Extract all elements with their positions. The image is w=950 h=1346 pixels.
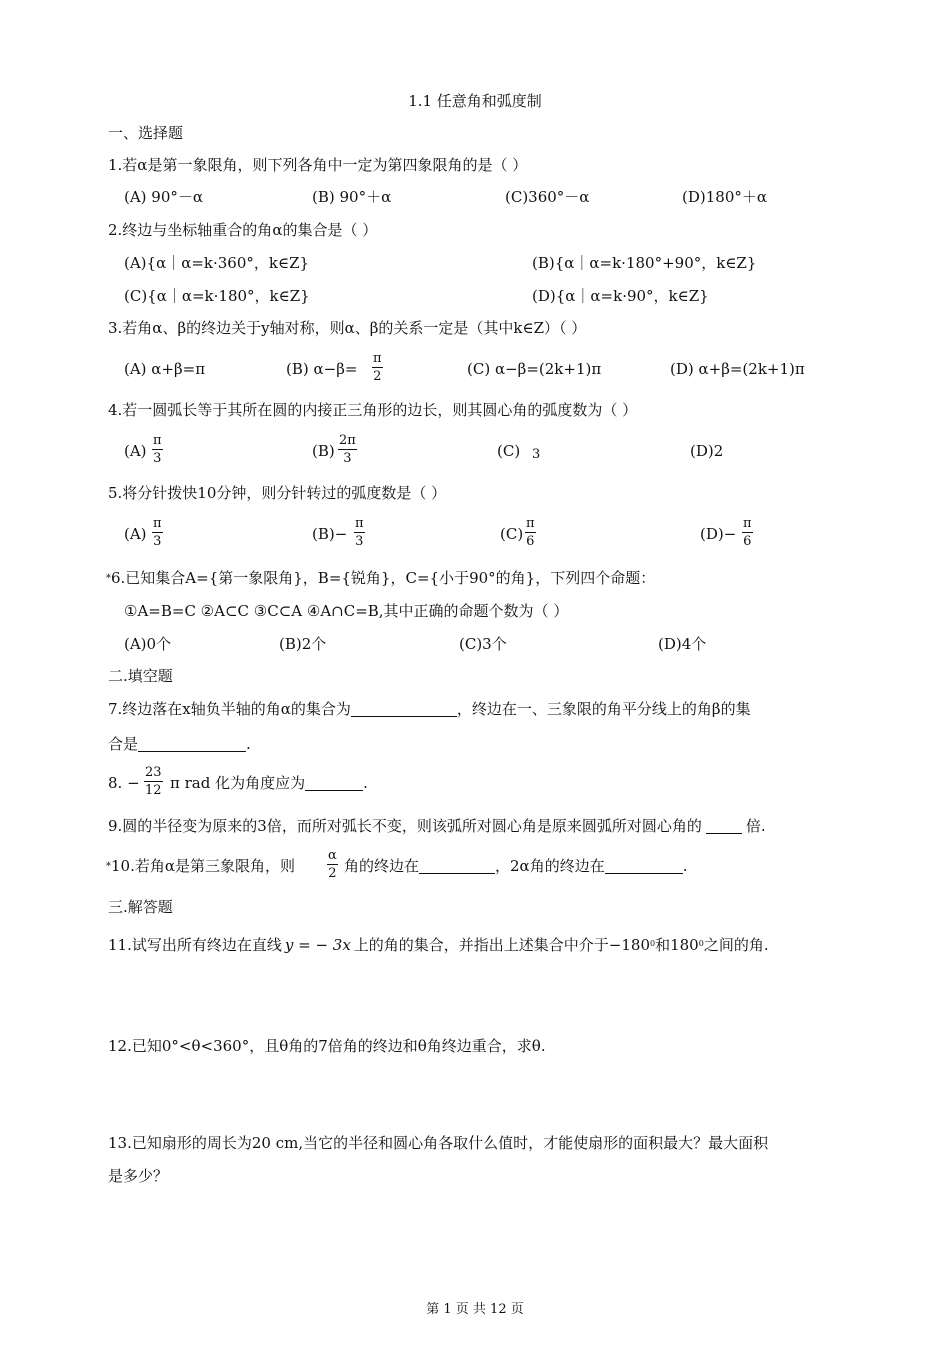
degree-mark: 0 (698, 939, 704, 948)
question-6-option-c: (C)3个 (459, 635, 507, 653)
fraction-denominator: 3 (153, 451, 162, 466)
fraction-numerator: π (153, 516, 162, 531)
question-4-stem: 4.若一圆弧长等于其所在圆的内接正三角形的边长，则其圆心角的弧度数为（ ） (108, 401, 638, 419)
fraction-denominator: 6 (526, 534, 535, 549)
fraction-numerator: π (743, 516, 752, 531)
question-5-option-c-fraction (525, 517, 536, 549)
question-3-option-c: (C) α−β=(2k+1)π (467, 360, 602, 378)
answer-blank[interactable] (706, 833, 742, 834)
question-11-equation: y = − 3x (284, 936, 351, 954)
answer-blank[interactable] (351, 716, 457, 717)
question-3-option-b-fraction (372, 352, 383, 384)
question-8-prefix: 8. − (108, 774, 140, 792)
fraction-denominator: 3 (355, 534, 364, 549)
question-5-option-a-label: (A) (124, 525, 147, 543)
fraction-numerator: π (355, 516, 364, 531)
question-7-line-2 (108, 734, 251, 754)
fraction-denominator: 3 (153, 534, 162, 549)
question-10-text-2: 角的终边在 (344, 857, 420, 875)
question-7-text-4: . (246, 735, 251, 753)
answer-blank[interactable] (605, 873, 683, 874)
fraction-numerator: π (526, 516, 535, 531)
question-13-line-2: 是多少？ (108, 1167, 169, 1185)
question-2-option-c: (C){α｜α=k·180°，k∈Z} (124, 287, 310, 305)
question-1-option-b: (B) 90°＋α (312, 188, 392, 206)
question-8-fraction (144, 766, 163, 798)
question-7-text-2: ，终边在一、三象限的角平分线上的角β的集 (456, 700, 751, 718)
question-2-stem: 2.终边与坐标轴重合的角α的集合是（ ） (108, 221, 378, 239)
question-8-text-body: π rad 化为角度应为 (170, 774, 306, 792)
question-11-text-2: 上的角的集合，并指出上述集合中介于−180 (353, 936, 650, 954)
question-6-propositions: ①A=B=C ②A⊂C ③C⊂A ④A∩C=B,其中正确的命题个数为（ ） (124, 602, 569, 620)
question-5-option-a-fraction (152, 517, 163, 549)
fraction-denominator: 12 (145, 783, 162, 798)
question-5-option-d-fraction (742, 517, 753, 549)
answer-blank[interactable] (419, 873, 495, 874)
question-7-text-1: 7.终边落在x轴负半轴的角α的集合为 (108, 700, 351, 718)
question-3-option-d: (D) α+β=(2k+1)π (670, 360, 805, 378)
question-12: 12.已知0°<θ<360°，且θ角的7倍角的终边和θ角终边重合，求θ. (108, 1037, 546, 1055)
question-9-text-1: 9.圆的半径变为原来的3倍，而所对弧长不变，则该弧所对圆心角是原来圆弧所对圆心角的 (108, 817, 702, 835)
question-1-stem: 1.若α是第一象限角，则下列各角中一定为第四象限角的是（ ） (108, 156, 528, 174)
question-2-option-a: (A){α｜α=k·360°，k∈Z} (124, 254, 310, 272)
question-1-option-c: (C)360°－α (505, 188, 590, 206)
question-6-option-d: (D)4个 (658, 635, 707, 653)
question-6-star-mark: *6.已知集合A={第一象限角}，B={锐角}，C={小于90°的角}，下列四个命题： (106, 569, 656, 587)
section-heading-solve: 三.解答题 (108, 898, 173, 916)
question-4-option-b-fraction (338, 434, 357, 466)
fraction-denominator: 2 (328, 866, 337, 881)
question-4-option-c-label: (C) (497, 442, 521, 460)
question-6-option-a: (A)0个 (124, 635, 172, 653)
fraction-numerator: 23 (145, 765, 162, 780)
question-8-text (170, 773, 368, 793)
section-heading-fill: 二.填空题 (108, 667, 173, 685)
question-10-text-1: 10.若角α是第三象限角，则 (111, 857, 295, 875)
question-11-text-1: 11.试写出所有终边在直线 (108, 936, 282, 954)
fraction-numerator: 2π (339, 433, 356, 448)
question-5-option-c-label: (C) (500, 525, 524, 543)
question-4-option-b-label: (B) (312, 442, 335, 460)
question-5-stem: 5.将分针拨快10分钟，则分针转过的弧度数是（ ） (108, 484, 447, 502)
question-9-text-2: 倍. (745, 817, 766, 835)
question-6-stem: 6.已知集合A={第一象限角}，B={锐角}，C={小于90°的角}，下列四个命题： (111, 569, 656, 587)
fraction-numerator: π (373, 351, 382, 366)
question-9 (108, 816, 766, 836)
question-4-option-a-fraction (152, 434, 163, 466)
question-7-text-3: 合是 (108, 735, 139, 753)
fraction-numerator: α (328, 848, 337, 863)
question-3-option-a: (A) α+β=π (124, 360, 206, 378)
question-8-end: . (363, 774, 368, 792)
question-1-option-d: (D)180°＋α (682, 188, 767, 206)
question-10-fraction (327, 849, 338, 881)
fraction-numerator: π (153, 433, 162, 448)
fraction-denominator: 6 (743, 534, 752, 549)
question-3-option-b-label: (B) α−β= (286, 360, 358, 378)
question-10-star-mark: * (106, 861, 111, 872)
question-10-part-2 (344, 856, 687, 876)
question-4-option-c-value: 3 (532, 447, 541, 462)
fraction-denominator: 3 (343, 451, 352, 466)
degree-mark: 0 (649, 939, 656, 948)
question-4-option-a-label: (A) (124, 442, 147, 460)
question-5-option-b-fraction (354, 517, 365, 549)
question-13-line-1: 13.已知扇形的周长为20 cm,当它的半径和圆心角各取什么值时，才能使扇形的面积最大？最大面积 (108, 1134, 769, 1152)
question-10-text-4: . (682, 857, 688, 875)
question-11-text-3: 和180 (655, 936, 699, 954)
page-title: 1.1 任意角和弧度制 (408, 92, 542, 110)
question-11-text-4: 之间的角. (703, 936, 769, 954)
question-2-option-b: (B){α｜α=k·180°+90°，k∈Z} (532, 254, 757, 272)
question-7-line-1 (108, 699, 751, 719)
question-10-part-1 (106, 856, 295, 877)
question-5-option-d-label: (D)− (700, 525, 737, 543)
question-5-option-b-label: (B)− (312, 525, 348, 543)
answer-blank[interactable] (138, 751, 246, 752)
question-11 (108, 934, 769, 955)
question-3-stem: 3.若角α、β的终边关于y轴对称，则α、β的关系一定是（其中k∈Z）（ ） (108, 319, 587, 337)
answer-blank[interactable] (305, 790, 363, 791)
page-footer: 第 1 页 共 12 页 (426, 1302, 524, 1317)
section-heading-choice: 一、选择题 (108, 124, 184, 142)
question-6-option-b: (B)2个 (279, 635, 327, 653)
question-4-option-d: (D)2 (690, 442, 724, 460)
question-10-text-3: ，2α角的终边在 (495, 857, 605, 875)
fraction-denominator: 2 (373, 369, 382, 384)
question-1-option-a: (A) 90°－α (124, 188, 204, 206)
question-2-option-d: (D){α｜α=k·90°，k∈Z} (532, 287, 709, 305)
